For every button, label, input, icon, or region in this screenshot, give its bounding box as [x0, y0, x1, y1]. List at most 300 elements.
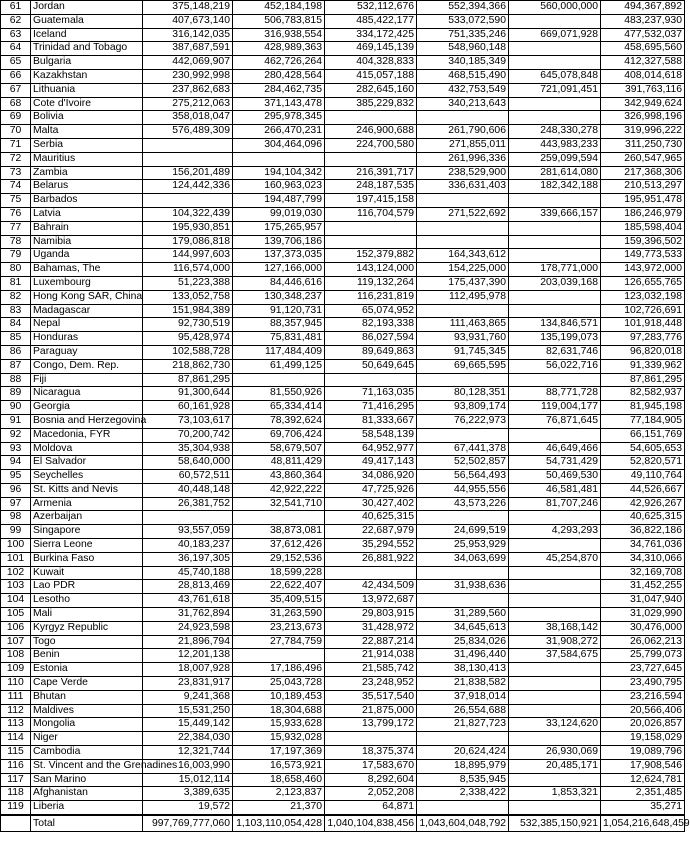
table-row — [1, 483, 685, 497]
value-cell — [509, 373, 601, 387]
value-cell: 38,168,142 — [509, 621, 601, 635]
total-value: 1,043,604,048,792 — [417, 815, 509, 832]
value-cell — [417, 801, 509, 815]
table-row — [1, 759, 685, 773]
value-cell — [509, 580, 601, 594]
value-cell — [417, 111, 509, 125]
row-index: 75 — [1, 194, 31, 208]
value-cell: 34,086,920 — [325, 470, 417, 484]
value-cell: 82,582,937 — [601, 387, 685, 401]
country-name: Uganda — [31, 249, 143, 263]
value-cell: 76,871,645 — [509, 414, 601, 428]
value-cell: 32,541,710 — [233, 497, 325, 511]
value-cell: 295,978,345 — [233, 111, 325, 125]
row-index: 85 — [1, 332, 31, 346]
country-name: Lesotho — [31, 594, 143, 608]
value-cell: 69,665,595 — [417, 359, 509, 373]
country-name: Nicaragua — [31, 387, 143, 401]
table-row — [1, 773, 685, 787]
value-cell: 124,442,336 — [143, 180, 233, 194]
row-index: 74 — [1, 180, 31, 194]
country-name: Congo, Dem. Rep. — [31, 359, 143, 373]
value-cell: 93,809,174 — [417, 401, 509, 415]
value-cell: 64,871 — [325, 801, 417, 815]
value-cell — [509, 221, 601, 235]
row-index: 67 — [1, 83, 31, 97]
value-cell: 42,922,222 — [233, 483, 325, 497]
table-row — [1, 138, 685, 152]
value-cell — [509, 56, 601, 70]
value-cell — [233, 152, 325, 166]
country-name: Bolivia — [31, 111, 143, 125]
table-row — [1, 359, 685, 373]
row-index: 108 — [1, 649, 31, 663]
table-row — [1, 649, 685, 663]
value-cell: 93,931,760 — [417, 332, 509, 346]
value-cell: 43,860,364 — [233, 470, 325, 484]
value-cell: 40,183,237 — [143, 539, 233, 553]
value-cell: 35,294,552 — [325, 539, 417, 553]
value-cell: 22,384,030 — [143, 732, 233, 746]
value-cell: 56,022,716 — [509, 359, 601, 373]
country-name: Moldova — [31, 442, 143, 456]
value-cell: 34,761,036 — [601, 539, 685, 553]
value-cell: 20,566,406 — [601, 704, 685, 718]
country-name: Iceland — [31, 28, 143, 42]
value-cell: 111,463,865 — [417, 318, 509, 332]
value-cell: 186,246,979 — [601, 207, 685, 221]
country-name: Burkina Faso — [31, 552, 143, 566]
row-index: 107 — [1, 635, 31, 649]
value-cell: 80,128,351 — [417, 387, 509, 401]
table-row — [1, 345, 685, 359]
row-index: 103 — [1, 580, 31, 594]
value-cell: 102,726,691 — [601, 304, 685, 318]
country-name: St. Kitts and Nevis — [31, 483, 143, 497]
value-cell: 230,992,998 — [143, 69, 233, 83]
value-cell — [417, 235, 509, 249]
value-cell: 2,123,837 — [233, 787, 325, 801]
value-cell: 280,428,564 — [233, 69, 325, 83]
value-cell: 194,487,799 — [233, 194, 325, 208]
value-cell: 66,151,769 — [601, 428, 685, 442]
row-index: 109 — [1, 663, 31, 677]
value-cell: 8,292,604 — [325, 773, 417, 787]
country-name: Belarus — [31, 180, 143, 194]
row-index: 114 — [1, 732, 31, 746]
table-row — [1, 69, 685, 83]
value-cell — [325, 221, 417, 235]
value-cell — [417, 566, 509, 580]
value-cell: 34,063,699 — [417, 552, 509, 566]
table-row — [1, 621, 685, 635]
country-name: Mauritius — [31, 152, 143, 166]
country-name: Georgia — [31, 401, 143, 415]
value-cell: 29,152,536 — [233, 552, 325, 566]
value-cell: 49,417,143 — [325, 456, 417, 470]
value-cell — [417, 194, 509, 208]
value-cell: 15,531,250 — [143, 704, 233, 718]
table-row — [1, 318, 685, 332]
table-row — [1, 414, 685, 428]
value-cell: 412,327,588 — [601, 56, 685, 70]
country-name: Nepal — [31, 318, 143, 332]
country-name: Cambodia — [31, 746, 143, 760]
row-index: 83 — [1, 304, 31, 318]
country-name: Bosnia and Herzegovina — [31, 414, 143, 428]
value-cell: 104,322,439 — [143, 207, 233, 221]
value-cell: 61,499,125 — [233, 359, 325, 373]
value-cell — [509, 663, 601, 677]
value-cell: 281,614,080 — [509, 166, 601, 180]
value-cell: 144,997,603 — [143, 249, 233, 263]
row-index: 81 — [1, 276, 31, 290]
value-cell: 175,265,957 — [233, 221, 325, 235]
value-cell: 43,573,226 — [417, 497, 509, 511]
table-row — [1, 470, 685, 484]
value-cell: 76,222,973 — [417, 414, 509, 428]
value-cell: 126,655,765 — [601, 276, 685, 290]
value-cell: 248,330,278 — [509, 125, 601, 139]
row-index: 110 — [1, 677, 31, 691]
table-row — [1, 194, 685, 208]
row-index: 65 — [1, 56, 31, 70]
value-cell: 22,887,214 — [325, 635, 417, 649]
row-index: 101 — [1, 552, 31, 566]
value-cell: 81,550,926 — [233, 387, 325, 401]
table-row — [1, 801, 685, 815]
country-name: Afghanistan — [31, 787, 143, 801]
row-index: 105 — [1, 608, 31, 622]
country-name: Mali — [31, 608, 143, 622]
table-row — [1, 152, 685, 166]
row-index: 118 — [1, 787, 31, 801]
value-cell: 358,018,047 — [143, 111, 233, 125]
table-row — [1, 166, 685, 180]
value-cell: 160,963,023 — [233, 180, 325, 194]
value-cell: 477,532,037 — [601, 28, 685, 42]
value-cell: 468,515,490 — [417, 69, 509, 83]
value-cell: 164,343,612 — [417, 249, 509, 263]
value-cell: 43,761,618 — [143, 594, 233, 608]
value-cell: 20,624,424 — [417, 746, 509, 760]
value-cell: 21,827,723 — [417, 718, 509, 732]
value-cell: 533,072,590 — [417, 14, 509, 28]
value-cell: 135,199,073 — [509, 332, 601, 346]
value-cell: 20,485,171 — [509, 759, 601, 773]
country-name: Maldives — [31, 704, 143, 718]
country-name: Estonia — [31, 663, 143, 677]
value-cell: 407,673,140 — [143, 14, 233, 28]
value-cell: 179,086,818 — [143, 235, 233, 249]
value-cell — [509, 677, 601, 691]
value-cell: 35,304,938 — [143, 442, 233, 456]
value-cell: 9,241,368 — [143, 690, 233, 704]
row-index: 72 — [1, 152, 31, 166]
value-cell: 82,631,746 — [509, 345, 601, 359]
value-cell: 336,631,403 — [417, 180, 509, 194]
value-cell: 31,496,440 — [417, 649, 509, 663]
table-row — [1, 428, 685, 442]
country-name: Trinidad and Tobago — [31, 42, 143, 56]
table-row — [1, 304, 685, 318]
value-cell: 82,193,338 — [325, 318, 417, 332]
row-index: 112 — [1, 704, 31, 718]
value-cell: 4,293,293 — [509, 525, 601, 539]
table-row — [1, 566, 685, 580]
value-cell: 45,254,870 — [509, 552, 601, 566]
value-cell: 23,213,673 — [233, 621, 325, 635]
value-cell: 71,163,035 — [325, 387, 417, 401]
row-index: 73 — [1, 166, 31, 180]
value-cell: 58,679,507 — [233, 442, 325, 456]
value-cell: 26,062,213 — [601, 635, 685, 649]
value-cell — [417, 428, 509, 442]
value-cell: 31,938,636 — [417, 580, 509, 594]
value-cell — [509, 249, 601, 263]
value-cell: 2,052,208 — [325, 787, 417, 801]
country-name: Kuwait — [31, 566, 143, 580]
value-cell: 27,784,759 — [233, 635, 325, 649]
row-index: 106 — [1, 621, 31, 635]
value-cell: 65,334,414 — [233, 401, 325, 415]
value-cell: 30,476,000 — [601, 621, 685, 635]
value-cell: 73,103,617 — [143, 414, 233, 428]
total-value: 997,769,777,060 — [143, 815, 233, 832]
value-cell: 35,271 — [601, 801, 685, 815]
value-cell: 404,328,833 — [325, 56, 417, 70]
row-index: 111 — [1, 690, 31, 704]
row-index: 116 — [1, 759, 31, 773]
value-cell — [509, 594, 601, 608]
row-index: 66 — [1, 69, 31, 83]
value-cell: 134,846,571 — [509, 318, 601, 332]
value-cell: 282,645,160 — [325, 83, 417, 97]
table-row — [1, 663, 685, 677]
table-row — [1, 580, 685, 594]
value-cell: 408,014,618 — [601, 69, 685, 83]
value-cell: 23,831,917 — [143, 677, 233, 691]
value-cell: 152,379,882 — [325, 249, 417, 263]
value-cell — [509, 690, 601, 704]
value-cell: 428,989,363 — [233, 42, 325, 56]
value-cell: 316,938,554 — [233, 28, 325, 42]
value-cell: 88,771,728 — [509, 387, 601, 401]
value-cell: 139,706,186 — [233, 235, 325, 249]
table-row — [1, 290, 685, 304]
value-cell: 95,428,974 — [143, 332, 233, 346]
value-cell: 143,972,000 — [601, 263, 685, 277]
value-cell: 133,052,758 — [143, 290, 233, 304]
row-index: 91 — [1, 414, 31, 428]
table-row — [1, 332, 685, 346]
value-cell: 75,831,481 — [233, 332, 325, 346]
value-cell: 22,622,407 — [233, 580, 325, 594]
value-cell: 50,649,645 — [325, 359, 417, 373]
table-row — [1, 746, 685, 760]
value-cell: 31,029,990 — [601, 608, 685, 622]
value-cell: 319,996,222 — [601, 125, 685, 139]
value-cell — [509, 704, 601, 718]
table-row — [1, 718, 685, 732]
table-row — [1, 690, 685, 704]
country-name: Luxembourg — [31, 276, 143, 290]
row-index: 95 — [1, 470, 31, 484]
value-cell: 560,000,000 — [509, 1, 601, 15]
value-cell: 15,933,628 — [233, 718, 325, 732]
value-cell: 40,625,315 — [325, 511, 417, 525]
country-name: Fiji — [31, 373, 143, 387]
value-cell: 19,089,796 — [601, 746, 685, 760]
value-cell: 96,820,018 — [601, 345, 685, 359]
country-name: Latvia — [31, 207, 143, 221]
value-cell: 52,820,571 — [601, 456, 685, 470]
value-cell: 387,687,591 — [143, 42, 233, 56]
value-cell: 462,726,264 — [233, 56, 325, 70]
value-cell: 339,666,157 — [509, 207, 601, 221]
value-cell — [325, 732, 417, 746]
value-cell: 49,110,764 — [601, 470, 685, 484]
value-cell: 58,640,000 — [143, 456, 233, 470]
table-row — [1, 56, 685, 70]
value-cell: 385,229,832 — [325, 97, 417, 111]
value-cell: 87,861,295 — [143, 373, 233, 387]
value-cell — [509, 732, 601, 746]
value-cell: 117,484,409 — [233, 345, 325, 359]
value-cell: 46,581,481 — [509, 483, 601, 497]
value-cell: 78,392,624 — [233, 414, 325, 428]
value-cell — [509, 566, 601, 580]
value-cell: 18,599,228 — [233, 566, 325, 580]
value-cell — [509, 42, 601, 56]
total-value: 1,054,216,648,459 — [601, 815, 685, 832]
table-row — [1, 28, 685, 42]
value-cell: 37,918,014 — [417, 690, 509, 704]
table-row — [1, 442, 685, 456]
row-index: 99 — [1, 525, 31, 539]
value-cell: 48,811,429 — [233, 456, 325, 470]
value-cell: 38,130,413 — [417, 663, 509, 677]
value-cell: 156,201,489 — [143, 166, 233, 180]
table-row — [1, 14, 685, 28]
value-cell: 42,926,267 — [601, 497, 685, 511]
table-row — [1, 552, 685, 566]
table-row — [1, 635, 685, 649]
value-cell: 21,370 — [233, 801, 325, 815]
country-name: Liberia — [31, 801, 143, 815]
value-cell: 246,900,688 — [325, 125, 417, 139]
value-cell: 91,120,731 — [233, 304, 325, 318]
country-name: Barbados — [31, 194, 143, 208]
value-cell: 37,584,675 — [509, 649, 601, 663]
country-name: Togo — [31, 635, 143, 649]
value-cell: 127,166,000 — [233, 263, 325, 277]
value-cell: 143,124,000 — [325, 263, 417, 277]
value-cell: 260,547,965 — [601, 152, 685, 166]
total-index-cell — [1, 815, 31, 832]
country-name: Bhutan — [31, 690, 143, 704]
table-row — [1, 111, 685, 125]
value-cell: 506,783,815 — [233, 14, 325, 28]
value-cell: 35,409,515 — [233, 594, 325, 608]
row-index: 113 — [1, 718, 31, 732]
value-cell: 44,526,667 — [601, 483, 685, 497]
row-index: 98 — [1, 511, 31, 525]
value-cell: 54,731,429 — [509, 456, 601, 470]
value-cell — [325, 235, 417, 249]
value-cell: 91,339,962 — [601, 359, 685, 373]
value-cell: 316,142,035 — [143, 28, 233, 42]
value-cell: 149,773,533 — [601, 249, 685, 263]
table-row — [1, 401, 685, 415]
value-cell: 81,945,198 — [601, 401, 685, 415]
value-cell: 31,047,940 — [601, 594, 685, 608]
value-cell — [417, 221, 509, 235]
value-cell: 29,803,915 — [325, 608, 417, 622]
value-cell: 261,790,606 — [417, 125, 509, 139]
value-cell: 25,834,026 — [417, 635, 509, 649]
value-cell: 340,213,643 — [417, 97, 509, 111]
value-cell — [509, 14, 601, 28]
value-cell: 40,625,315 — [601, 511, 685, 525]
value-cell: 218,862,730 — [143, 359, 233, 373]
row-index: 61 — [1, 1, 31, 15]
country-name: Namibia — [31, 235, 143, 249]
value-cell: 60,572,511 — [143, 470, 233, 484]
value-cell — [417, 594, 509, 608]
value-cell: 13,799,172 — [325, 718, 417, 732]
row-index: 92 — [1, 428, 31, 442]
value-cell: 304,464,096 — [233, 138, 325, 152]
value-cell: 25,799,073 — [601, 649, 685, 663]
value-cell: 751,335,246 — [417, 28, 509, 42]
value-cell — [417, 304, 509, 318]
value-cell: 31,289,560 — [417, 608, 509, 622]
value-cell: 37,612,426 — [233, 539, 325, 553]
value-cell: 92,730,519 — [143, 318, 233, 332]
value-cell: 576,489,309 — [143, 125, 233, 139]
value-cell: 51,223,388 — [143, 276, 233, 290]
country-name: San Marino — [31, 773, 143, 787]
value-cell: 442,069,907 — [143, 56, 233, 70]
value-cell: 101,918,448 — [601, 318, 685, 332]
value-cell: 88,357,945 — [233, 318, 325, 332]
country-name: Benin — [31, 649, 143, 663]
value-cell: 194,104,342 — [233, 166, 325, 180]
table-row — [1, 263, 685, 277]
value-cell: 20,026,857 — [601, 718, 685, 732]
value-cell: 137,373,035 — [233, 249, 325, 263]
value-cell: 2,351,485 — [601, 787, 685, 801]
value-cell: 210,513,297 — [601, 180, 685, 194]
value-cell: 485,422,177 — [325, 14, 417, 28]
value-cell: 70,200,742 — [143, 428, 233, 442]
value-cell: 669,071,928 — [509, 28, 601, 42]
row-index: 88 — [1, 373, 31, 387]
value-cell: 50,469,530 — [509, 470, 601, 484]
value-cell: 22,687,979 — [325, 525, 417, 539]
value-cell — [509, 194, 601, 208]
value-cell — [509, 801, 601, 815]
value-cell: 54,605,653 — [601, 442, 685, 456]
table-row — [1, 276, 685, 290]
value-cell: 18,304,688 — [233, 704, 325, 718]
value-cell: 81,707,246 — [509, 497, 601, 511]
value-cell: 18,007,928 — [143, 663, 233, 677]
country-name: Azerbaijan — [31, 511, 143, 525]
value-cell: 93,557,059 — [143, 525, 233, 539]
row-index: 62 — [1, 14, 31, 28]
